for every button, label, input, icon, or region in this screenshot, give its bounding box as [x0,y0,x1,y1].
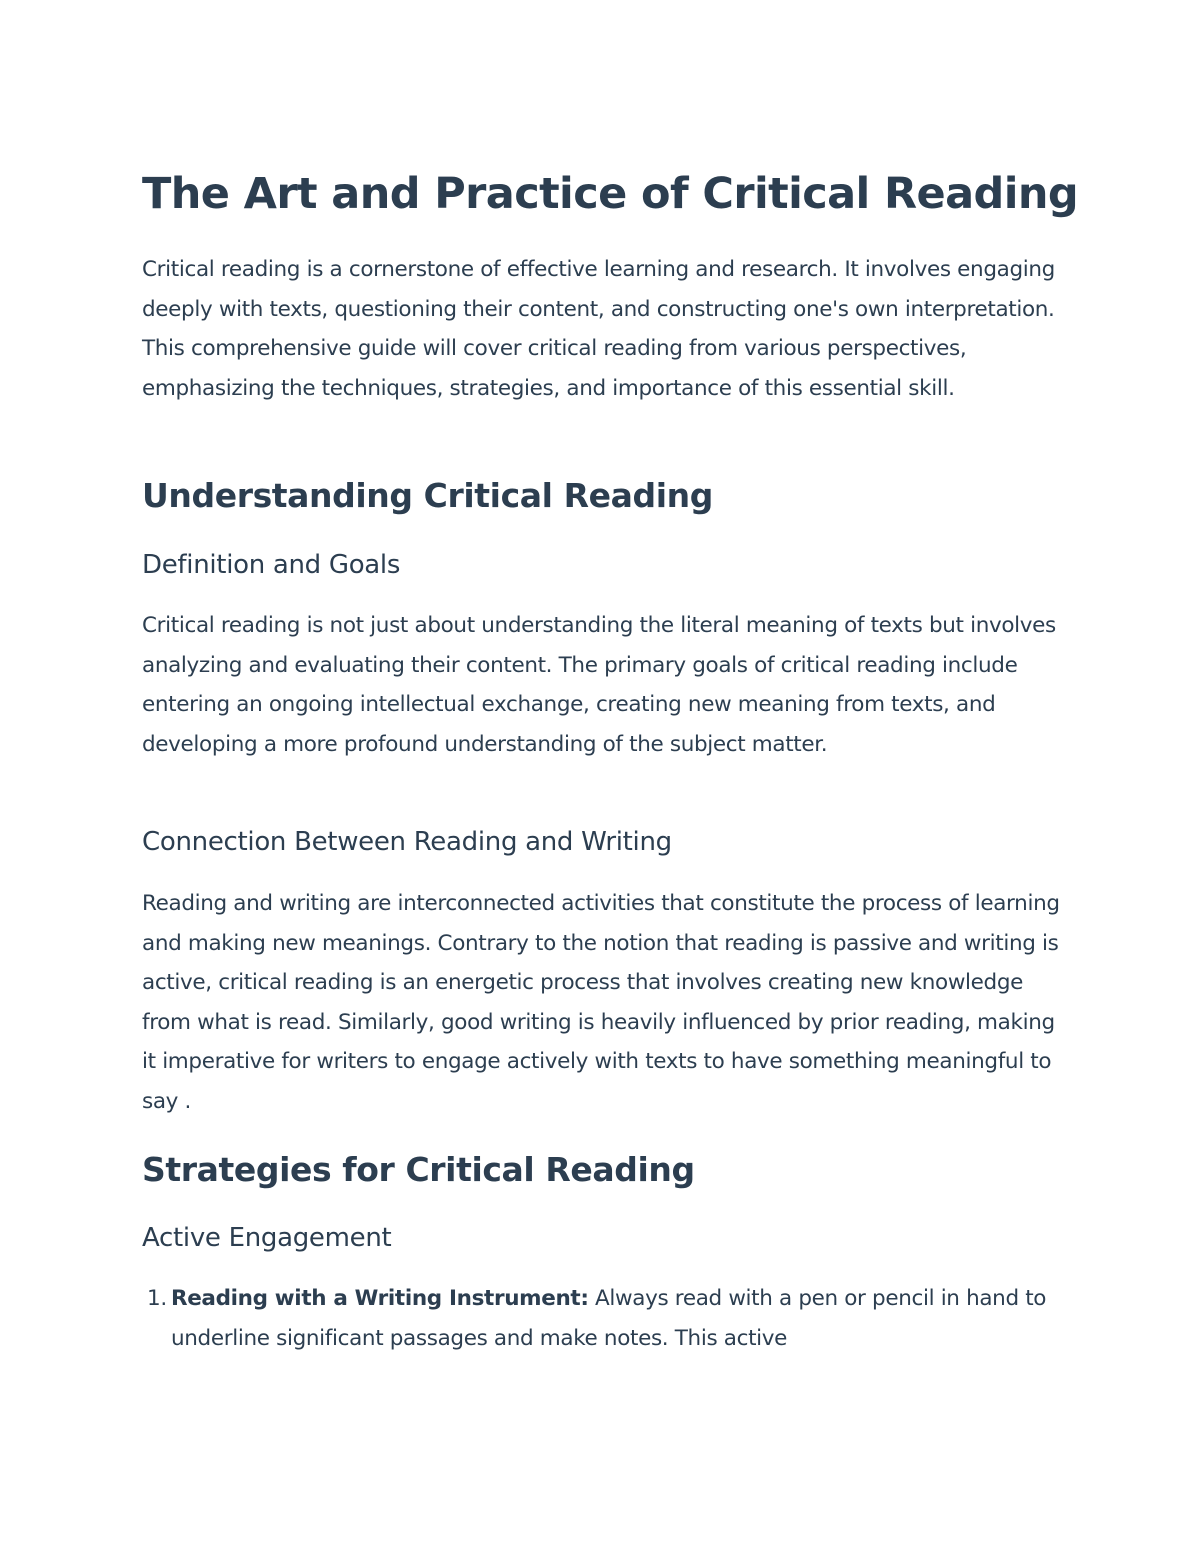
subsection-heading-definition: Definition and Goals [142,550,401,580]
subsection-heading-active-engagement: Active Engagement [142,1223,392,1253]
list-item-number: 1. [147,1286,167,1311]
section-heading-understanding: Understanding Critical Reading [142,476,713,515]
subsection-heading-connection: Connection Between Reading and Writing [142,827,672,857]
intro-paragraph: Critical reading is a cornerstone of effective learning and research. It involves engaging deeply with texts, questioning their content, and constructing one's own interpretation. This comprehensive guide will cover critical reading from various perspectives, emphasizing the techniques, strategies, and importance of this essential skill. [142,257,1055,401]
document-title: The Art and Practice of Critical Reading [142,169,1079,219]
strategies-list [142,1279,1067,1358]
list-item [142,1279,1067,1358]
connection-paragraph: Reading and writing are interconnected activities that constitute the process of learning and making new meanings. Contrary to the notion that reading is passive and writing is active, critical reading is an energetic process that involves creating new knowledge from what is read. Similarly, good writing is heavily influenced by prior reading, making it imperative for writers to engage actively with texts to have something meaningful to say . [142,891,1060,1114]
list-item-text: Always read with a pen or pencil in hand to underline significant passages and make notes. This active [171,1286,1047,1351]
list-item-term: Reading with a Writing Instrument: [171,1286,589,1311]
definition-paragraph: Critical reading is not just about understanding the literal meaning of texts but involves analyzing and evaluating their content. The primary goals of critical reading include entering an ongoing intellectual exchange, creating new meaning from texts, and developing a more profound understanding of the subject matter. [142,613,1056,757]
section-heading-strategies: Strategies for Critical Reading [142,1150,695,1189]
